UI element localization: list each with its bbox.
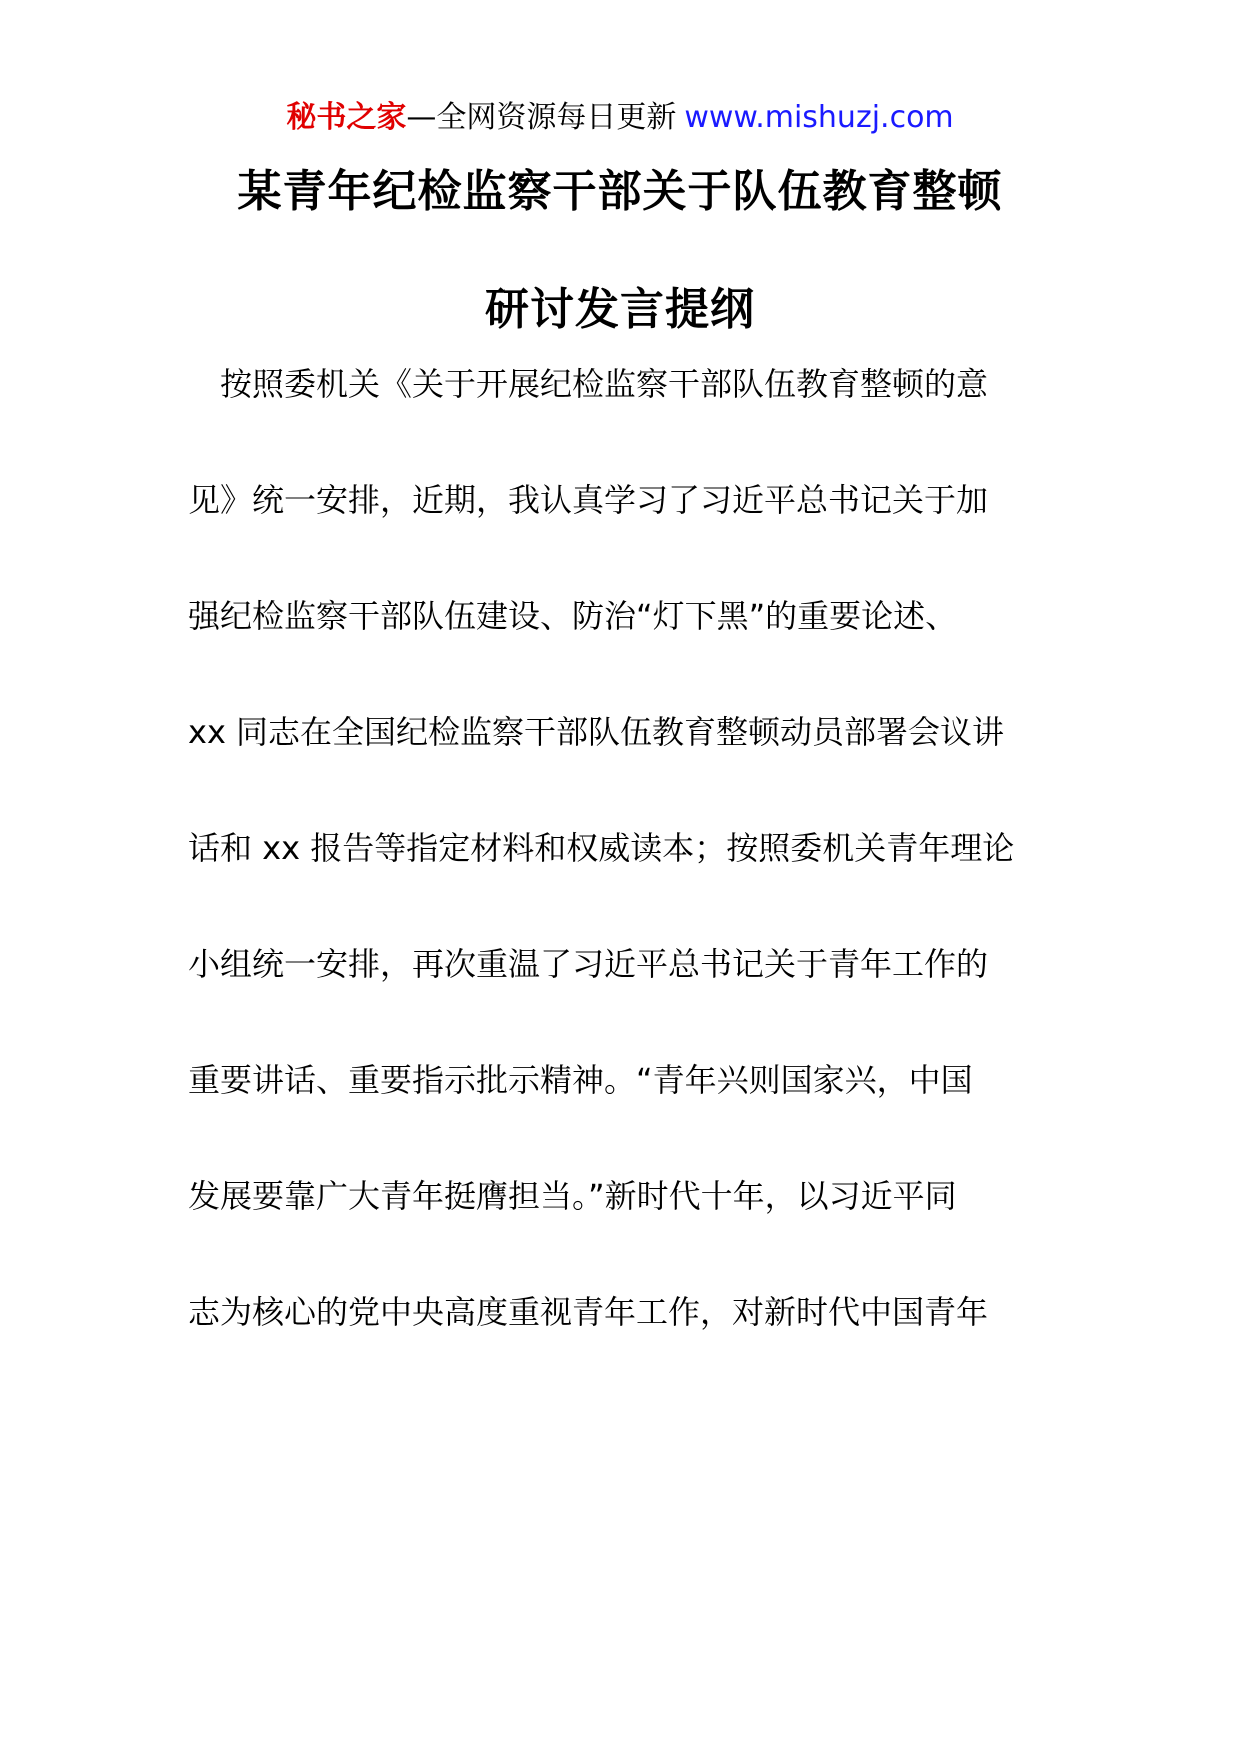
paragraph-line: xx 同志在全国纪检监察干部队伍教育整顿动员部署会议讲 <box>188 713 1005 751</box>
paragraph-line: 按照委机关《关于开展纪检监察干部队伍教育整顿的意 <box>188 365 989 403</box>
paragraph-line: 小组统一安排，再次重温了习近平总书记关于青年工作的 <box>188 945 989 983</box>
header-slogan: —全网资源每日更新 <box>406 100 677 135</box>
document-title-line-2: 研讨发言提纲 <box>485 284 755 335</box>
paragraph-line: 话和 xx 报告等指定材料和权威读本；按照委机关青年理论 <box>188 829 1015 867</box>
paragraph-line: 志为核心的党中央高度重视青年工作，对新时代中国青年 <box>188 1293 989 1331</box>
paragraph-line: 强纪检监察干部队伍建设、防治“灯下黑”的重要论述、 <box>188 597 958 635</box>
site-header <box>0 98 1240 138</box>
brand-name: 秘书之家 <box>286 100 407 135</box>
document-title-line-1: 某青年纪检监察干部关于队伍教育整顿 <box>237 166 1003 217</box>
site-url[interactable]: www.mishuzj.com <box>684 100 954 135</box>
paragraph-line: 见》统一安排，近期，我认真学习了习近平总书记关于加 <box>188 481 989 519</box>
paragraph-line: 重要讲话、重要指示批示精神。“青年兴则国家兴，中国 <box>188 1061 973 1099</box>
paragraph-line: 发展要靠广大青年挺膺担当。”新时代十年，以习近平同 <box>188 1177 957 1215</box>
